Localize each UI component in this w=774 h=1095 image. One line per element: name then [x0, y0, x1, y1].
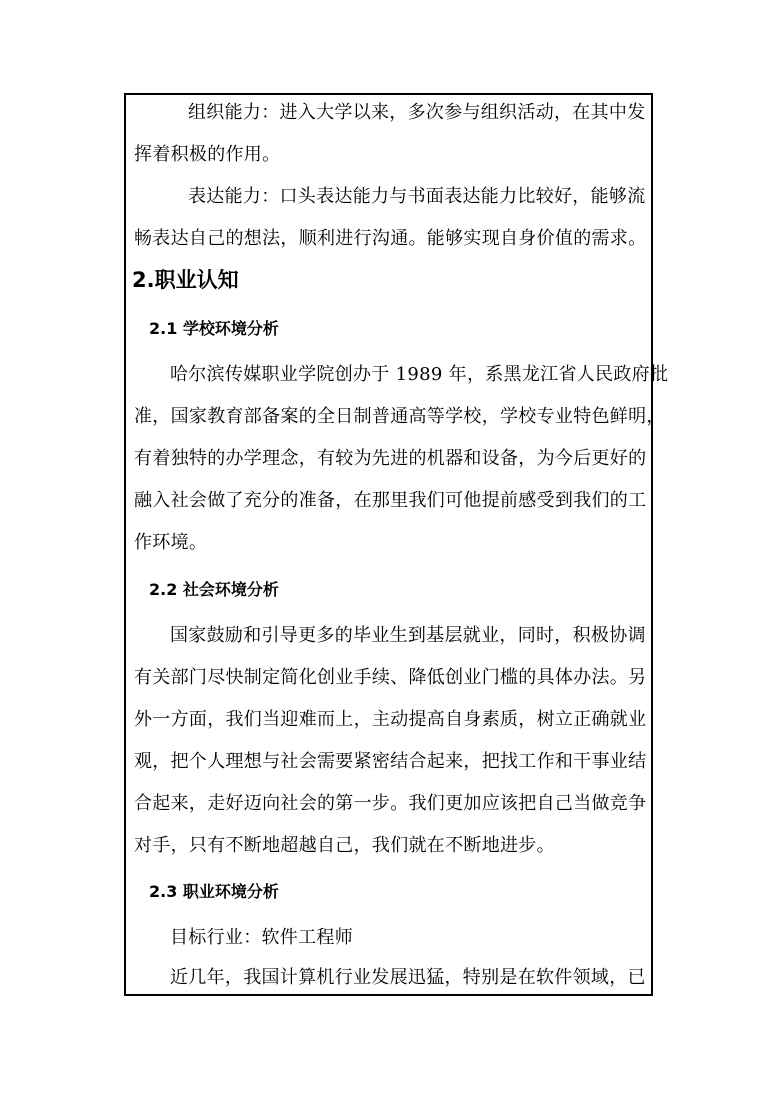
- career-line-1: 近几年，我国计算机行业发展迅猛，特别是在软件领域，已: [170, 967, 646, 988]
- school-line-2: 准，国家教育部备案的全日制普通高等学校，学校专业特色鲜明，: [134, 406, 665, 427]
- society-line-3: 外一方面，我们当迎难而上，主动提高自身素质，树立正确就业: [134, 709, 647, 730]
- organize-line-2: 挥着积极的作用。: [134, 144, 281, 165]
- society-line-2: 有关部门尽快制定简化创业手续、降低创业门槛的具体办法。另: [134, 667, 647, 688]
- school-line-3: 有着独特的办学理念，有较为先进的机器和设备，为今后更好的: [134, 448, 647, 469]
- society-heading: 2.2 社会环境分析: [149, 580, 279, 599]
- express-line-1: 表达能力：口头表达能力与书面表达能力比较好，能够流: [188, 186, 646, 207]
- career-target: 目标行业：软件工程师: [170, 927, 353, 948]
- express-line-2: 畅表达自己的想法，顺利进行沟通。能够实现自身价值的需求。: [134, 228, 647, 249]
- school-line-4: 融入社会做了充分的准备，在那里我们可他提前感受到我们的工: [134, 490, 647, 511]
- school-line-1: 哈尔滨传媒职业学院创办于 1989 年，系黑龙江省人民政府批: [170, 364, 669, 385]
- section-2-heading: 2.职业认知: [132, 268, 239, 292]
- school-heading: 2.1 学校环境分析: [149, 319, 279, 338]
- career-heading: 2.3 职业环境分析: [149, 882, 279, 901]
- school-line-5: 作环境。: [134, 532, 208, 553]
- organize-line-1: 组织能力：进入大学以来，多次参与组织活动，在其中发: [188, 102, 646, 123]
- society-line-6: 对手，只有不断地超越自己，我们就在不断地进步。: [134, 835, 555, 856]
- society-line-1: 国家鼓励和引导更多的毕业生到基层就业，同时，积极协调: [170, 625, 646, 646]
- society-line-4: 观，把个人理想与社会需要紧密结合起来，把找工作和干事业结: [134, 751, 647, 772]
- society-line-5: 合起来，走好迈向社会的第一步。我们更加应该把自己当做竞争: [134, 793, 647, 814]
